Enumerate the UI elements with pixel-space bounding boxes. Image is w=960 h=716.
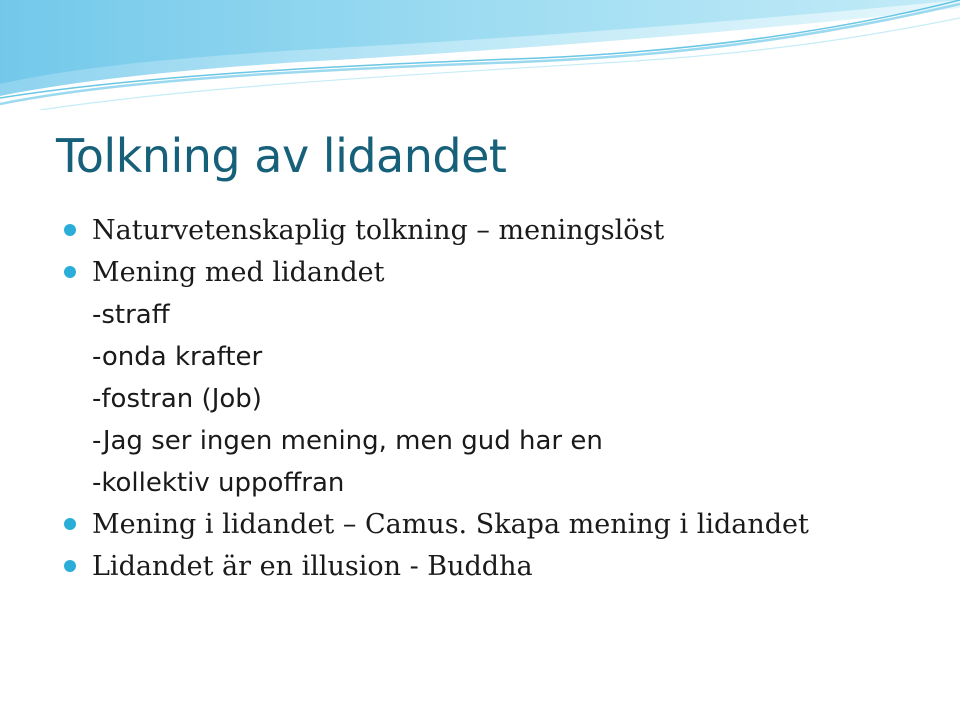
line-text: Lidandet är en illusion - Buddha <box>92 551 533 582</box>
slide-title: Tolkning av lidandet <box>56 129 507 183</box>
header-wave-decoration <box>0 0 960 110</box>
line-text: -Jag ser ingen mening, men gud har en <box>92 426 603 456</box>
line-text: Mening med lidandet <box>92 257 385 288</box>
bullet-dot-icon <box>64 224 76 236</box>
line-text: Mening i lidandet – Camus. Skapa mening i lidandet <box>92 509 809 540</box>
sub-line <box>60 336 940 378</box>
line-text: Naturvetenskaplig tolkning – meningslöst <box>92 215 665 246</box>
bullet-dot-icon <box>64 266 76 278</box>
bullet-dot-icon <box>64 560 76 572</box>
line-text: -onda krafter <box>92 342 263 372</box>
sub-line <box>60 420 940 462</box>
bullet-line <box>60 504 940 546</box>
slide-body <box>60 210 940 588</box>
line-text: -straff <box>92 300 170 330</box>
line-text: -fostran (Job) <box>92 384 262 414</box>
bullet-dot-icon <box>64 518 76 530</box>
line-text: -kollektiv uppoffran <box>92 468 345 498</box>
bullet-line <box>60 210 940 252</box>
bullet-line <box>60 252 940 294</box>
sub-line <box>60 378 940 420</box>
sub-line <box>60 462 940 504</box>
bullet-line <box>60 546 940 588</box>
sub-line <box>60 294 940 336</box>
